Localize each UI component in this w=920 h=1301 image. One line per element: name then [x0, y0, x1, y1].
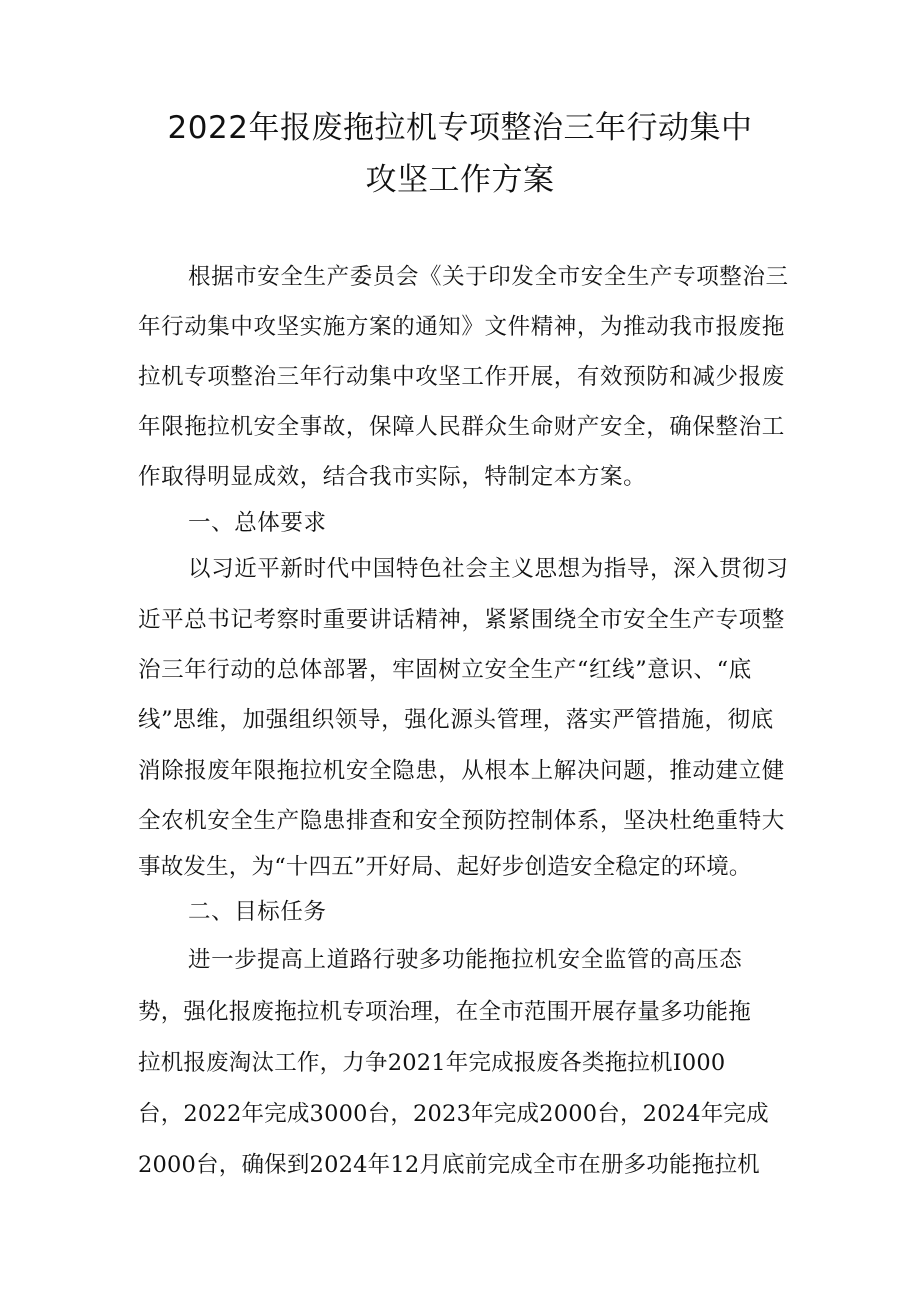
document-title-line-1: 2022年报废拖拉机专项整治三年行动集中	[167, 110, 753, 146]
section2-paragraph-line: 台，2022年完成3000台，2023年完成2000台，2024年完成	[138, 1101, 769, 1127]
section2-paragraph-line: 进一步提高上道路行驶多功能拖拉机安全监管的高压态	[188, 947, 743, 973]
section1-paragraph-line: 近平总书记考察时重要讲话精神，紧紧围绕全市安全生产专项整	[138, 607, 785, 633]
section2-paragraph-line: 势，强化报废拖拉机专项治理，在全市范围开展存量多功能拖	[138, 999, 751, 1025]
section-heading-targets-and-tasks: 二、目标任务	[188, 899, 327, 925]
section1-paragraph-line: 消除报废年限拖拉机安全隐患，从根本上解决问题，推动建立健	[138, 758, 785, 784]
intro-paragraph-line: 根据市安全生产委员会《关于印发全市安全生产专项整治三	[188, 264, 789, 290]
section1-paragraph-line: 治三年行动的总体部署，牢固树立安全生产“红线”意识、“底	[138, 657, 752, 683]
section1-paragraph-line: 以习近平新时代中国特色社会主义思想为指导，深入贯彻习	[188, 556, 789, 582]
section1-paragraph-line: 线”思维，加强组织领导，强化源头管理，落实严管措施，彻底	[138, 707, 774, 733]
section2-paragraph-line: 2000台，确保到2024年12月底前完成全市在册多功能拖拉机	[138, 1152, 760, 1178]
intro-paragraph-line: 年行动集中攻坚实施方案的通知》文件精神，为推动我市报废拖	[138, 314, 785, 340]
intro-paragraph-line: 作取得明显成效，结合我市实际，特制定本方案。	[138, 464, 647, 490]
section1-paragraph-line: 事故发生，为“十四五”开好局、起好步创造安全稳定的环境。	[138, 854, 752, 880]
intro-paragraph-line: 年限拖拉机安全事故，保障人民群众生命财产安全，确保整治工	[138, 414, 785, 440]
document-title-line-2: 攻坚工作方案	[365, 162, 555, 198]
section2-paragraph-line: 拉机报废淘汰工作，力争2021年完成报废各类拖拉机I000	[138, 1050, 726, 1076]
section1-paragraph-line: 全农机安全生产隐患排查和安全预防控制体系，坚决杜绝重特大	[138, 808, 785, 834]
section-heading-general-requirements: 一、总体要求	[188, 510, 327, 536]
intro-paragraph-line: 拉机专项整治三年行动集中攻坚工作开展，有效预防和减少报废	[138, 364, 785, 390]
